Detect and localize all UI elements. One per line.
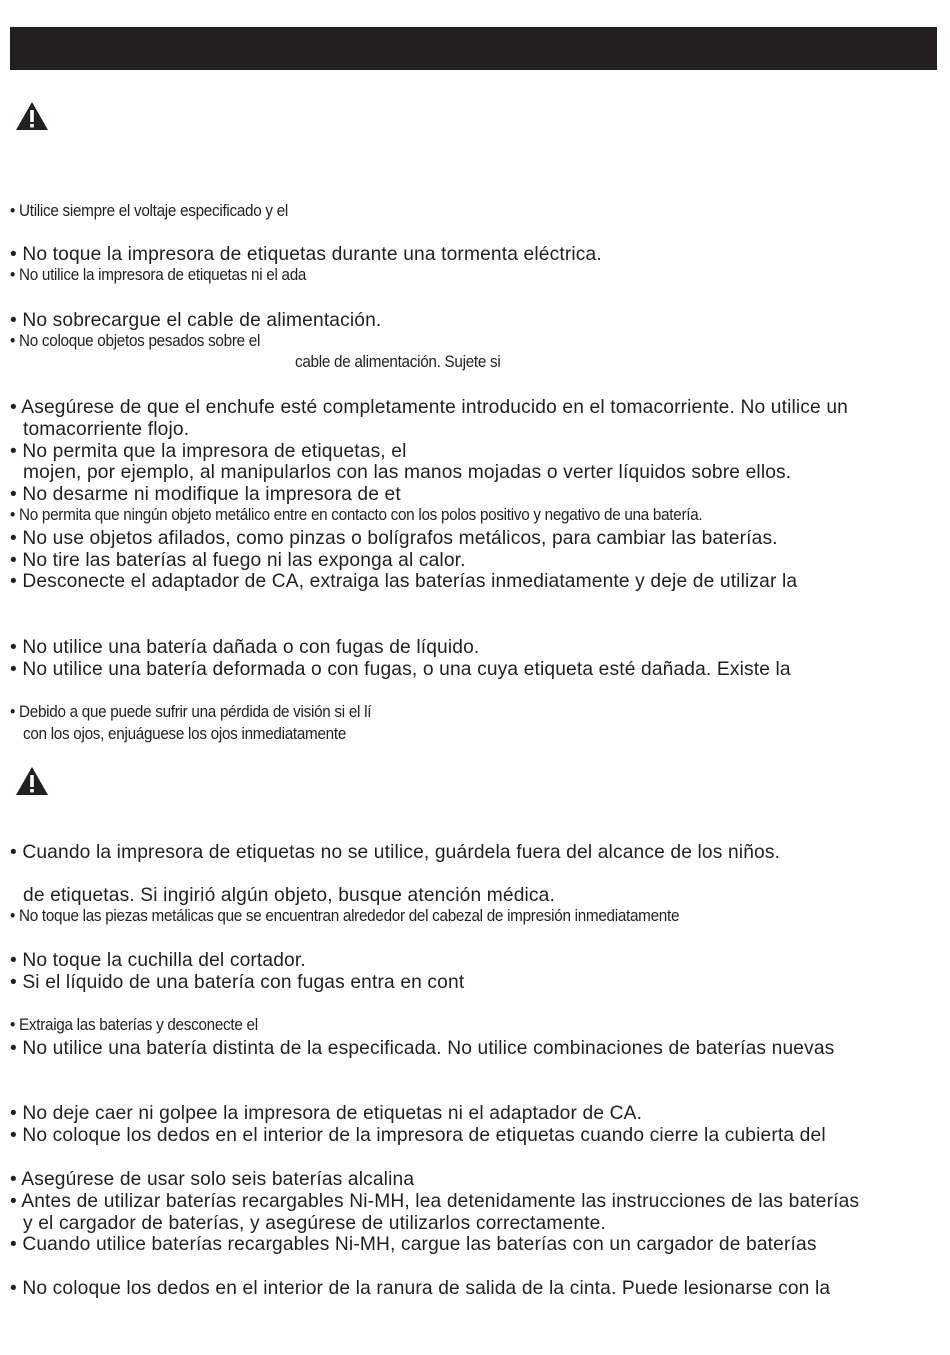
caution-line-1: • Cuando la impresora de etiquetas no se utilice, guárdela fuera del alcance de los niños. <box>10 842 781 863</box>
warning-line-5: • No coloque objetos pesados sobre el <box>10 332 261 350</box>
caution-line-7: • No utilice una batería distinta de la especificada. No utilice combinaciones de baterías nuevas <box>10 1038 835 1059</box>
warning-line-14: • No tire las baterías al fuego ni las exponga al calor. <box>10 550 466 571</box>
warning-line-4: • No sobrecargue el cable de alimentación. <box>10 310 382 331</box>
warning-line-1: • Utilice siempre el voltaje especificado y el <box>10 202 289 220</box>
caution-line-9: • No coloque los dedos en el interior de la impresora de etiquetas cuando cierre la cubierta del <box>10 1125 826 1146</box>
header-bar <box>10 27 937 70</box>
warning-line-2: • No toque la impresora de etiquetas durante una tormenta eléctrica. <box>10 244 602 265</box>
warning-line-9: • No permita que la impresora de etiquetas, el <box>10 441 407 462</box>
warning-line-17: • No utilice una batería deformada o con fugas, o una cuya etiqueta esté dañada. Existe la <box>10 659 791 680</box>
caution-line-6: • Extraiga las baterías y desconecte el <box>10 1016 258 1034</box>
caution-triangle-icon <box>15 766 49 796</box>
warning-line-15: • Desconecte el adaptador de CA, extraiga las baterías inmediatamente y deje de utilizar la <box>10 571 798 592</box>
caution-line-4: • No toque la cuchilla del cortador. <box>10 950 306 971</box>
warning-line-10: mojen, por ejemplo, al manipularlos con las manos mojadas o verter líquidos sobre ellos. <box>23 462 792 483</box>
warning-line-6: cable de alimentación. Sujete si <box>295 353 501 371</box>
warning-line-13: • No use objetos afilados, como pinzas o bolígrafos metálicos, para cambiar las baterías. <box>10 528 778 549</box>
warning-line-12: • No permita que ningún objeto metálico entre en contacto con los polos positivo y negativo de una batería. <box>10 506 703 524</box>
warning-line-18: • Debido a que puede sufrir una pérdida de visión si el lí <box>10 703 372 721</box>
warning-triangle-icon <box>15 101 49 131</box>
caution-line-13: • Cuando utilice baterías recargables Ni-MH, cargue las baterías con un cargador de baterías <box>10 1234 817 1255</box>
warning-line-3: • No utilice la impresora de etiquetas ni el ada <box>10 266 307 284</box>
caution-line-11: • Antes de utilizar baterías recargables Ni-MH, lea detenidamente las instrucciones de las baterías <box>10 1191 860 1212</box>
caution-line-10: • Asegúrese de usar solo seis baterías alcalina <box>10 1169 415 1190</box>
caution-line-5: • Si el líquido de una batería con fugas entra en cont <box>10 972 465 993</box>
warning-line-16: • No utilice una batería dañada o con fugas de líquido. <box>10 637 480 658</box>
caution-line-8: • No deje caer ni golpee la impresora de etiquetas ni el adaptador de CA. <box>10 1103 643 1124</box>
caution-line-3: • No toque las piezas metálicas que se encuentran alrededor del cabezal de impresión inmediatamente <box>10 907 680 925</box>
warning-line-19: con los ojos, enjuáguese los ojos inmediatamente <box>23 725 347 743</box>
warning-line-11: • No desarme ni modifique la impresora de et <box>10 484 401 505</box>
warning-line-7: • Asegúrese de que el enchufe esté completamente introducido en el tomacorriente. No utilice un <box>10 397 848 418</box>
caution-line-2: de etiquetas. Si ingirió algún objeto, busque atención médica. <box>23 885 555 906</box>
caution-line-12: y el cargador de baterías, y asegúrese de utilizarlos correctamente. <box>23 1213 606 1234</box>
warning-line-8: tomacorriente flojo. <box>23 419 190 440</box>
caution-line-14: • No coloque los dedos en el interior de la ranura de salida de la cinta. Puede lesionarse con la <box>10 1278 831 1299</box>
